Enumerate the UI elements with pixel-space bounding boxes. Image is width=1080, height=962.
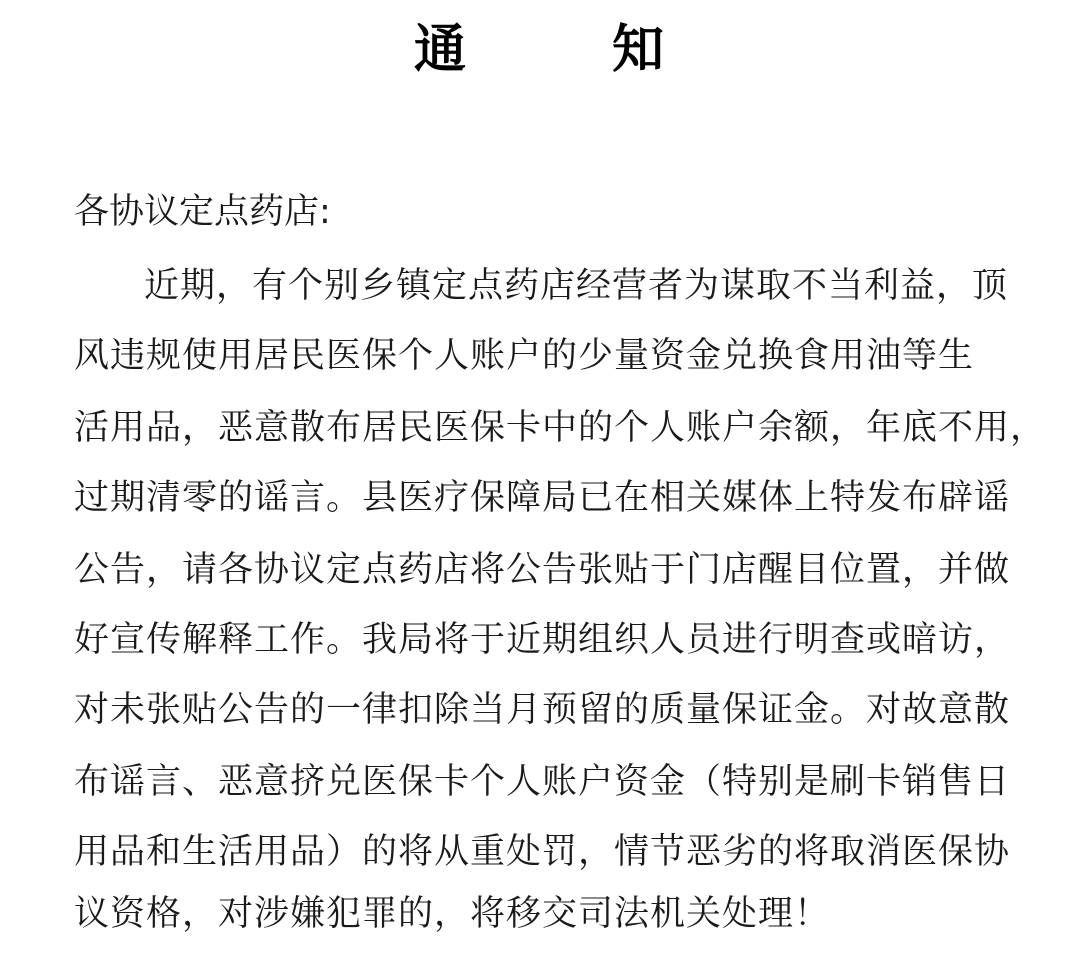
paragraph-line-8: 布谣言、恶意挤兑医保卡个人账户资金（特别是刷卡销售日 (74, 762, 1011, 802)
title-char-2: 知 (612, 19, 665, 80)
paragraph-line-10: 议资格，对涉嫌犯罪的，将移交司法机关处理！ (74, 894, 831, 934)
salutation: 各协议定点药店: (74, 192, 331, 232)
title-char-1: 通 (414, 19, 467, 80)
paragraph-line-4: 过期清零的谣言。县医疗保障局已在相关媒体上特发布辟谣 (74, 478, 1011, 518)
paragraph-line-7: 对未张贴公告的一律扣除当月预留的质量保证金。对故意散 (74, 690, 1011, 730)
paragraph-line-9: 用品和生活用品）的将从重处罚，情节恶劣的将取消医保协 (74, 832, 1011, 872)
paragraph-line-5: 公告，请各协议定点药店将公告张贴于门店醒目位置，并做 (74, 550, 1011, 590)
paragraph-line-6: 好宣传解释工作。我局将于近期组织人员进行明查或暗访， (74, 620, 1011, 660)
paragraph-line-1: 近期，有个别乡镇定点药店经营者为谋取不当利益，顶 (144, 266, 1009, 306)
paragraph-line-3: 活用品，恶意散布居民医保卡中的个人账户余额，年底不用， (74, 408, 1047, 448)
paragraph-line-2: 风违规使用居民医保个人账户的少量资金兑换食用油等生 (74, 336, 975, 376)
page-title (0, 18, 1080, 88)
